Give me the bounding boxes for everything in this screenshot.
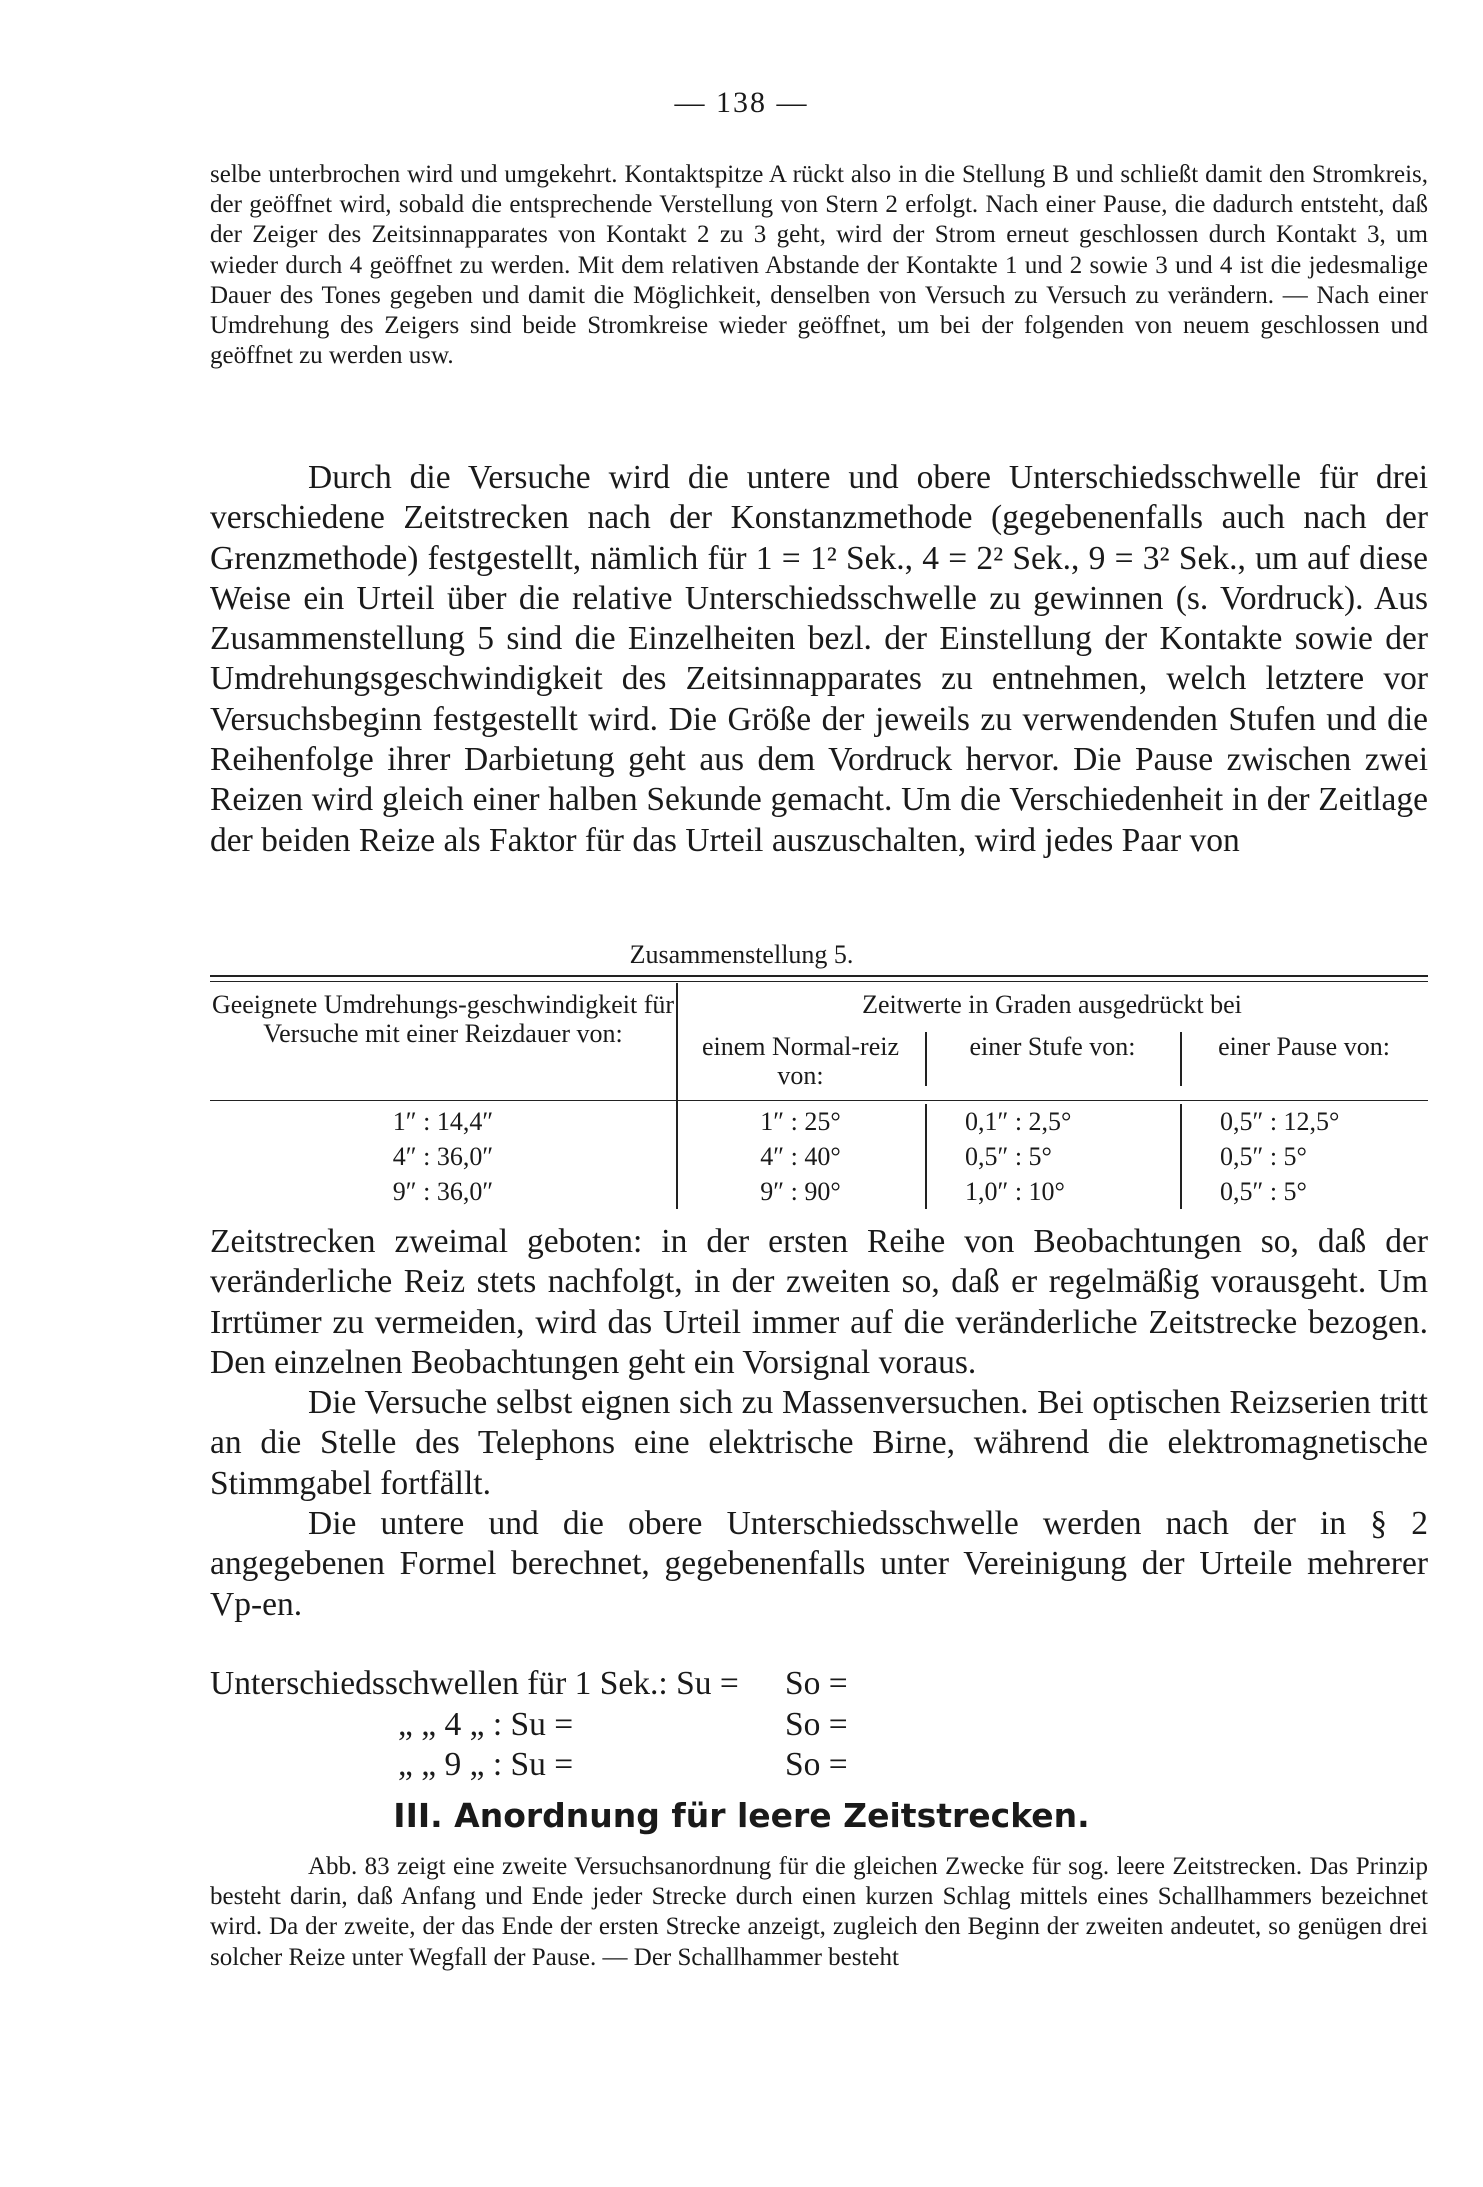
table-cell: 9″ : 90° — [760, 1177, 841, 1206]
formula-left: „ „ 9 „ : Su = — [398, 1746, 574, 1783]
table-cell: 1,0″ : 10° — [965, 1177, 1065, 1206]
paragraph-text: Die untere und die obere Unterschiedsschwelle werden nach der in § 2 angegebenen Formel berechnet, gegebenenfalls unter Vereinigung der Urteile mehrerer Vp-en. — [210, 1505, 1428, 1623]
table-column-stufe — [925, 1104, 1180, 1209]
section-heading: III. Anordnung für leere Zeitstrecken. — [393, 1796, 1090, 1835]
table-subheader-stufe: einer Stufe von: — [969, 1032, 1136, 1061]
table-column-pause — [1180, 1104, 1428, 1209]
formula-right: So = — [785, 1746, 848, 1783]
paragraph-text: Abb. 83 zeigt eine zweite Versuchsanordnung für die gleichen Zwecke für sog. leere Zeitstrecken. Das Prinzip besteht darin, daß Anfang und Ende jeder Strecke durch einen kurzen Schlag mittels eines Schallhammers bezeichnet wird. Da der zweite, der das Ende der ersten Strecke anzeigt, zugleich den Beginn der zweiten andeutet, so genügen drei solcher Reize unter Wegfall der Pause. — Der Schallhammer besteht — [210, 1853, 1428, 1971]
table-cell: 9″ : 36,0″ — [392, 1177, 494, 1206]
table-cell: 0,5″ : 5° — [1220, 1142, 1307, 1171]
table-cell: 0,1″ : 2,5° — [965, 1107, 1072, 1136]
table-header-left: Geeignete Umdrehungs-geschwindigkeit für Versuche mit einer Reizdauer von: — [211, 990, 675, 1048]
table-header-rule — [210, 1100, 1428, 1101]
table-cell: 4″ : 40° — [760, 1142, 841, 1171]
table-cell: 0,5″ : 12,5° — [1220, 1107, 1340, 1136]
page-number: — 138 — — [674, 86, 809, 119]
table-top-rule-inner — [210, 981, 1428, 982]
paragraph-text: Die Versuche selbst eignen sich zu Massenversuchen. Bei optischen Reizserien tritt an die Stelle des Telephons eine elektrische Birne, während die elektromagnetische Stimmgabel fortfällt. — [210, 1384, 1428, 1502]
table-caption: Zusammenstellung 5. — [629, 940, 854, 969]
table-cell: 0,5″ : 5° — [1220, 1177, 1307, 1206]
table-subheader-normalreiz: einem Normal-reiz von: — [701, 1032, 900, 1090]
table-cell: 4″ : 36,0″ — [392, 1142, 494, 1171]
paragraph-intro — [210, 160, 1428, 371]
paragraph-text: Durch die Versuche wird die untere und obere Unterschiedsschwelle für drei verschiedene Zeitstrecken nach der Konstanzmethode (gegebenenfalls auch nach der Grenzmethode) festgestellt, nämlich für 1 = 1² Sek., 4 = 2² Sek., 9 = 3² Sek., um auf diese Weise ein Urteil über die relative Unterschiedsschwelle zu gewinnen (s. Vordruck). Aus Zusammenstellung 5 sind die Einzelheiten bezl. der Einstellung der Kontakte sowie der Umdrehungsgeschwindigkeit des Zeitsinnapparates zu entnehmen, welch letztere vor Versuchsbeginn festgestellt wird. Die Größe der jeweils zu verwendenden Stufen und die Reihenfolge ihrer Darbietung geht aus dem Vordruck hervor. Die Pause zwischen zwei Reizen wird gleich einer halben Sekunde gemacht. Um die Verschiedenheit in der Zeitlage der beiden Reize als Faktor für das Urteil auszuschalten, wird jedes Paar von — [210, 459, 1428, 859]
table-header-top: Zeitwerte in Graden ausgedrückt bei — [862, 990, 1242, 1019]
table-cell: 1″ : 14,4″ — [392, 1107, 494, 1136]
paragraph-section-iii — [210, 1852, 1428, 1973]
paragraph-text: Zeitstrecken zweimal geboten: in der ersten Reihe von Beobachtungen so, daß der veränderliche Reiz stets nachfolgt, in der zweiten so, daß er regelmäßig vorausgeht. Um Irrtümer zu vermeiden, wird das Urteil immer auf die veränderliche Zeitstrecke bezogen. Den einzelnen Beobachtungen geht ein Vorsignal voraus. — [210, 1223, 1428, 1381]
formula-left: „ „ 4 „ : Su = — [398, 1705, 574, 1743]
table-top-rule — [210, 975, 1428, 977]
table-column-normalreiz — [676, 1104, 925, 1209]
paragraph-text: selbe unterbrochen wird und umgekehrt. Kontaktspitze A rückt also in die Stellung B und schließt damit den Stromkreis, der geöffnet wird, sobald die entsprechende Verstellung von Stern 2 erfolgt. Nach einer Pause, die dadurch entsteht, daß der Zeiger des Zeitsinnapparates von Kontakt 2 zu 3 geht, wird der Strom erneut geschlossen durch Kontakt 3, um wieder durch 4 geöffnet zu werden. Mit dem relativen Abstande der Kontakte 1 und 2 sowie 3 und 4 ist die jedesmalige Dauer des Tones gegeben und damit die Möglichkeit, denselben von Versuch zu Versuch zu verändern. — Nach einer Umdrehung des Zeigers sind beide Stromkreise wieder geöffnet, um bei der folgenden von neuem geschlossen und geöffnet zu werden usw. — [210, 161, 1428, 370]
table-column-speed — [210, 1104, 676, 1209]
formula-left: Unterschiedsschwellen für 1 Sek.: Su = — [210, 1665, 739, 1702]
paragraph-method — [210, 458, 1428, 861]
paragraph-procedure — [210, 1222, 1428, 1625]
formula-right: So = — [785, 1665, 848, 1702]
table-subheader-pause: einer Pause von: — [1218, 1032, 1390, 1061]
table-cell: 1″ : 25° — [760, 1107, 841, 1136]
formula-right: So = — [785, 1705, 848, 1743]
table-cell: 0,5″ : 5° — [965, 1142, 1052, 1171]
